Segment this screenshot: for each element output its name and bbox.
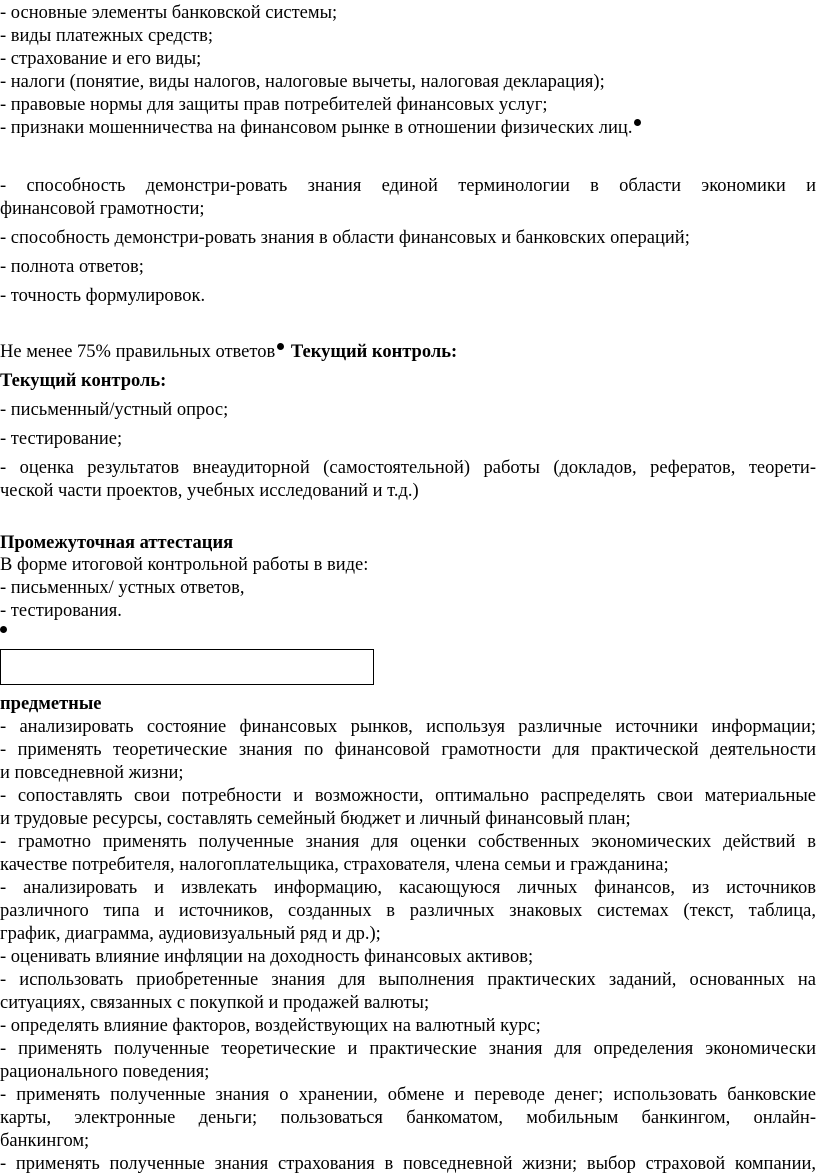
subject-line: ситуациях, связанных с покупкой и продажей валюты; — [0, 993, 430, 1013]
criteria-line: финансовой грамотности; — [0, 199, 205, 219]
threshold-text: Не менее 75% правильных ответов — [0, 342, 276, 362]
subject-line: - использовать приобретенные знания для выполнения практических заданий, основанных на — [0, 970, 816, 990]
subject-line: - грамотно применять полученные знания для оценки собственных экономических действий в — [0, 832, 816, 852]
subject-line: карты, электронные деньги; пользоваться банкоматом, мобильным банкингом, онлайн- — [0, 1108, 816, 1128]
criteria-line: - точность формулировок. — [0, 286, 206, 306]
criteria-line: - полнота ответов; — [0, 257, 144, 277]
text-line: - правовые нормы для защиты прав потребителей финансовых услуг; — [0, 95, 548, 115]
current-control-item: - тестирование; — [0, 429, 123, 449]
subject-line: рационального поведения; — [0, 1062, 210, 1082]
subject-line: - анализировать и извлекать информацию, касающуюся личных финансов, из источников — [0, 878, 816, 898]
bullet-icon — [634, 119, 641, 126]
subject-line: и трудовые ресурсы, составлять семейный бюджет и личный финансовый план; — [0, 809, 631, 829]
subject-line: различного типа и источников, созданных в различных знаковых системах (текст, таблица, — [0, 901, 816, 921]
current-control-item: ческой части проектов, учебных исследований и т.д.) — [0, 481, 419, 501]
subject-line: - применять теоретические знания по финансовой грамотности для практической деятельности — [0, 740, 816, 760]
subject-heading: предметные — [0, 694, 102, 714]
subject-line: - оценивать влияние инфляции на доходность финансовых активов; — [0, 947, 534, 967]
text-line-with-bullet — [0, 117, 816, 139]
subject-line: - анализировать состояние финансовых рынков, используя различные источники информации; — [0, 717, 816, 737]
bullet-line — [0, 624, 816, 646]
text-line: - страхование и его виды; — [0, 49, 202, 69]
subject-line: и повседневной жизни; — [0, 763, 184, 783]
subject-line: график, диаграмма, аудиовизуальный ряд и др.); — [0, 924, 381, 944]
current-control-item: - оценка результатов внеаудиторной (самостоятельной) работы (докладов, рефератов, теорети- — [0, 458, 816, 478]
interim-line: В форме итоговой контрольной работы в виде: — [0, 555, 369, 575]
current-control-heading: Текущий контроль: — [0, 371, 167, 391]
criteria-line: - способность демонстри-ровать знания единой терминологии в области экономики и — [0, 176, 816, 196]
interim-line: - тестирования. — [0, 601, 122, 621]
empty-box — [0, 649, 374, 685]
subject-line: - применять полученные знания страхования в повседневной жизни; выбор страховой компании, — [0, 1154, 816, 1174]
bullet-icon — [277, 343, 284, 350]
subject-line: - определять влияние факторов, воздействующих на валютный курс; — [0, 1016, 541, 1036]
interim-line: - письменных/ устных ответов, — [0, 578, 245, 598]
text-line: - налоги (понятие, виды налогов, налоговые вычеты, налоговая декларация); — [0, 72, 605, 92]
criteria-line: - способность демонстри-ровать знания в области финансовых и банковских операций; — [0, 228, 690, 248]
subject-line: - сопоставлять свои потребности и возможности, оптимально распределять свои материальные — [0, 786, 816, 806]
bullet-icon — [0, 626, 7, 633]
threshold-line — [0, 341, 816, 363]
subject-line: банкингом; — [0, 1131, 90, 1151]
subject-line: качестве потребителя, налогоплательщика, страхователя, члена семьи и гражданина; — [0, 855, 669, 875]
text-line: - основные элементы банковской системы; — [0, 3, 338, 23]
current-control-item: - письменный/устный опрос; — [0, 400, 229, 420]
interim-heading: Промежуточная аттестация — [0, 533, 234, 553]
text-line: - виды платежных средств; — [0, 26, 214, 46]
text-line: - признаки мошенничества на финансовом рынке в отношении физических лиц. — [0, 118, 633, 138]
subject-line: - применять полученные знания о хранении, обмене и переводе денег; использовать банковские — [0, 1085, 816, 1105]
subject-line: - применять полученные теоретические и практические знания для определения экономически — [0, 1039, 816, 1059]
threshold-bold-label: Текущий контроль: — [290, 342, 458, 362]
